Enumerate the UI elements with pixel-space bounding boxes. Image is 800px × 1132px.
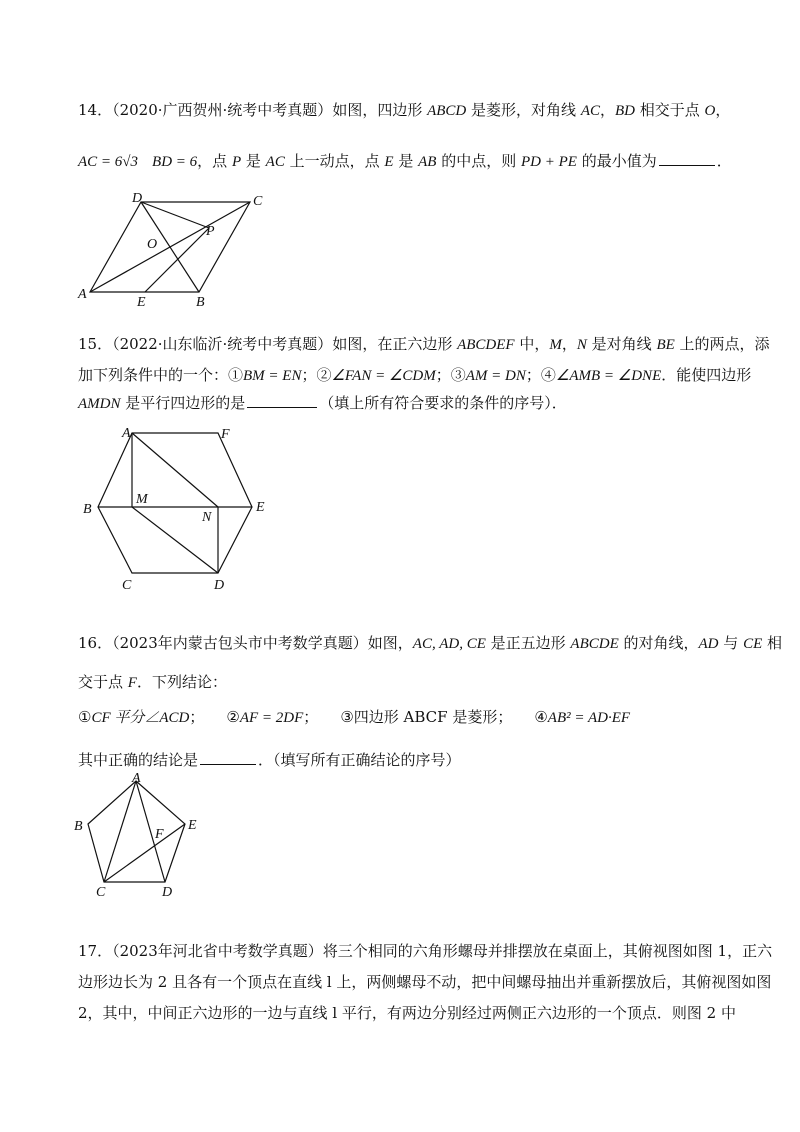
- q16-diagonals: AC, AD, CE: [412, 636, 486, 652]
- q14-expr: PD + PE: [520, 154, 577, 170]
- answer-blank[interactable]: [247, 393, 317, 408]
- q16-text: ．（填写所有正确结论的序号）: [258, 751, 461, 769]
- q14-line-2: [78, 150, 732, 171]
- q16-line-4: [78, 749, 461, 770]
- q14-text: 是: [393, 152, 419, 170]
- q15-hexagon: ABCDEF: [457, 337, 515, 353]
- q16-text: 如图，: [367, 634, 413, 652]
- label-B: B: [196, 295, 205, 310]
- q14-text: ，点: [197, 152, 232, 170]
- q14-source: （2020·广西贺州·统考中考真题）: [112, 101, 333, 119]
- q15-line-3: [78, 392, 567, 413]
- q16-conclusion-marker: ①: [78, 708, 92, 726]
- q14-text: ，: [715, 101, 731, 119]
- q15-text: 是平行四边形的是: [120, 394, 246, 412]
- q15-text: 是对角线: [586, 335, 657, 353]
- q17-source: （2023年河北省中考数学真题）: [112, 942, 323, 960]
- label-E: E: [188, 818, 197, 833]
- answer-blank[interactable]: [659, 151, 715, 166]
- q16-f: F: [127, 675, 137, 691]
- q17-text: 将三个相同的六角形螺母并排摆放在桌面上，其俯视图如图 1，正六: [322, 942, 773, 960]
- q15-text: ；④: [525, 366, 556, 384]
- q14-p: P: [231, 154, 242, 170]
- q14-text: 的中点，则: [436, 152, 521, 170]
- q14-cond-ac: AC = 6√3: [78, 154, 139, 170]
- q15-text: ；③: [435, 366, 466, 384]
- q17-line-2: [78, 971, 771, 992]
- q15-text: 中，: [514, 335, 550, 353]
- q17-number: 17．: [78, 942, 113, 960]
- q16-conclusion-marker: ④: [534, 708, 548, 726]
- label-D: D: [162, 885, 173, 900]
- q14-ab: AB: [418, 154, 437, 170]
- q17-text: 2，其中，中间正六边形的一边与直线 l 平行，有两边分别经过两侧正六边形的一个顶点．则图 2 中: [78, 1004, 736, 1022]
- label-F: F: [155, 827, 164, 842]
- q16-conclusion-1: CF 平分∠ACD: [91, 710, 190, 726]
- q15-condition-2: ∠FAN = ∠CDM: [331, 368, 436, 384]
- label-D: D: [132, 191, 143, 206]
- pentagon-outline: [88, 781, 185, 882]
- label-O: O: [147, 237, 158, 252]
- q14-cond-bd: BD = 6: [152, 154, 198, 170]
- q16-conclusion-marker: ②: [226, 708, 240, 726]
- q14-text: ，: [599, 101, 615, 119]
- q17-line-1: [78, 940, 772, 961]
- q16-text: 与: [718, 634, 744, 652]
- q16-line-1: [78, 632, 782, 653]
- q15-line-2: [78, 364, 751, 385]
- label-B: B: [74, 819, 83, 834]
- q14-ac: AC: [580, 103, 600, 119]
- q16-text: ；: [497, 708, 513, 726]
- q15-text: 如图，在正六边形: [332, 335, 458, 353]
- q15-condition-4: ∠AMB = ∠DNE: [555, 368, 662, 384]
- q15-text: 上的两点，添: [674, 335, 770, 353]
- q15-number: 15．: [78, 335, 113, 353]
- q14-text: 如图，四边形: [332, 101, 428, 119]
- q16-line-2: [78, 671, 227, 692]
- label-C: C: [122, 578, 132, 593]
- label-M: M: [136, 492, 148, 507]
- q16-conclusion-2: AF = 2DF: [239, 710, 304, 726]
- label-A: A: [122, 426, 131, 441]
- q14-text: 上一动点，点: [284, 152, 385, 170]
- segment-pd: [141, 202, 209, 228]
- q15-condition-1: BM = EN: [243, 368, 302, 384]
- q15-source: （2022·山东临沂·统考中考真题）: [112, 335, 333, 353]
- q15-text: ；②: [301, 366, 332, 384]
- label-E: E: [256, 500, 265, 515]
- q14-text: ．: [716, 152, 732, 170]
- diagonal-ce: [104, 824, 185, 882]
- q14-number: 14．: [78, 101, 113, 119]
- hexagon-outline: [98, 433, 252, 573]
- q16-source: （2023年内蒙古包头市中考数学真题）: [112, 634, 368, 652]
- q15-text: 加下列条件中的一个：①: [78, 366, 244, 384]
- label-D: D: [214, 578, 225, 593]
- q16-conclusion-3: 四边形 ABCF 是菱形: [353, 708, 498, 726]
- label-C: C: [253, 194, 263, 209]
- q14-text: 相交于点: [635, 101, 705, 119]
- label-P: P: [206, 224, 215, 239]
- label-E: E: [137, 295, 146, 310]
- q14-line-1: [78, 99, 730, 120]
- q16-ce: CE: [743, 636, 763, 652]
- q15-be: BE: [656, 337, 675, 353]
- q16-text: 相: [762, 634, 783, 652]
- q14-text: 的最小值为: [576, 152, 657, 170]
- q15-line-1: [78, 333, 770, 354]
- q15-condition-3: AM = DN: [465, 368, 526, 384]
- q14-ac: AC: [265, 154, 285, 170]
- q16-text: ；: [303, 708, 319, 726]
- q15-text: ，: [561, 335, 577, 353]
- q15-text: （填上所有符合要求的条件的序号）．: [319, 394, 567, 412]
- q16-text: ．下列结论：: [136, 673, 227, 691]
- q16-pentagon: ABCDE: [570, 636, 619, 652]
- q16-text: 其中正确的结论是: [78, 751, 199, 769]
- q14-text: 是菱形，对角线: [466, 101, 581, 119]
- q14-o: O: [704, 103, 716, 119]
- q16-text: 交于点: [78, 673, 128, 691]
- q16-text: 是正五边形: [485, 634, 571, 652]
- q16-pentagon-figure: [68, 772, 218, 902]
- q15-amdn: AMDN: [78, 396, 121, 412]
- answer-blank[interactable]: [200, 750, 256, 765]
- q16-text: ；: [189, 708, 205, 726]
- label-A: A: [78, 287, 87, 302]
- q17-text: 边形边长为 2 且各有一个顶点在直线 l 上，两侧螺母不动，把中间螺母抽出并重新摆放后，其俯视图如图: [78, 973, 772, 991]
- q14-rhombus-figure: [70, 188, 270, 308]
- label-N: N: [202, 510, 212, 525]
- q14-text: 是: [241, 152, 266, 170]
- q15-hexagon-figure: [80, 425, 270, 595]
- diagonal-ac: [104, 781, 136, 882]
- q14-bd: BD: [615, 103, 635, 119]
- q14-e: E: [384, 154, 394, 170]
- label-F: F: [221, 427, 230, 442]
- label-A: A: [132, 771, 141, 786]
- q15-m: M: [549, 337, 562, 353]
- q14-abcd: ABCD: [427, 103, 467, 119]
- q16-line-3: [78, 706, 630, 727]
- q15-n: N: [576, 337, 587, 353]
- q16-number: 16．: [78, 634, 113, 652]
- q15-text: ．能使四边形: [661, 366, 752, 384]
- label-B: B: [83, 502, 92, 517]
- q16-text: 的对角线，: [618, 634, 699, 652]
- q16-conclusion-marker: ③: [340, 708, 354, 726]
- label-C: C: [96, 885, 106, 900]
- q16-conclusion-4: AB² = AD·EF: [547, 710, 631, 726]
- q16-ad: AD: [698, 636, 719, 652]
- q17-line-3: [78, 1002, 736, 1023]
